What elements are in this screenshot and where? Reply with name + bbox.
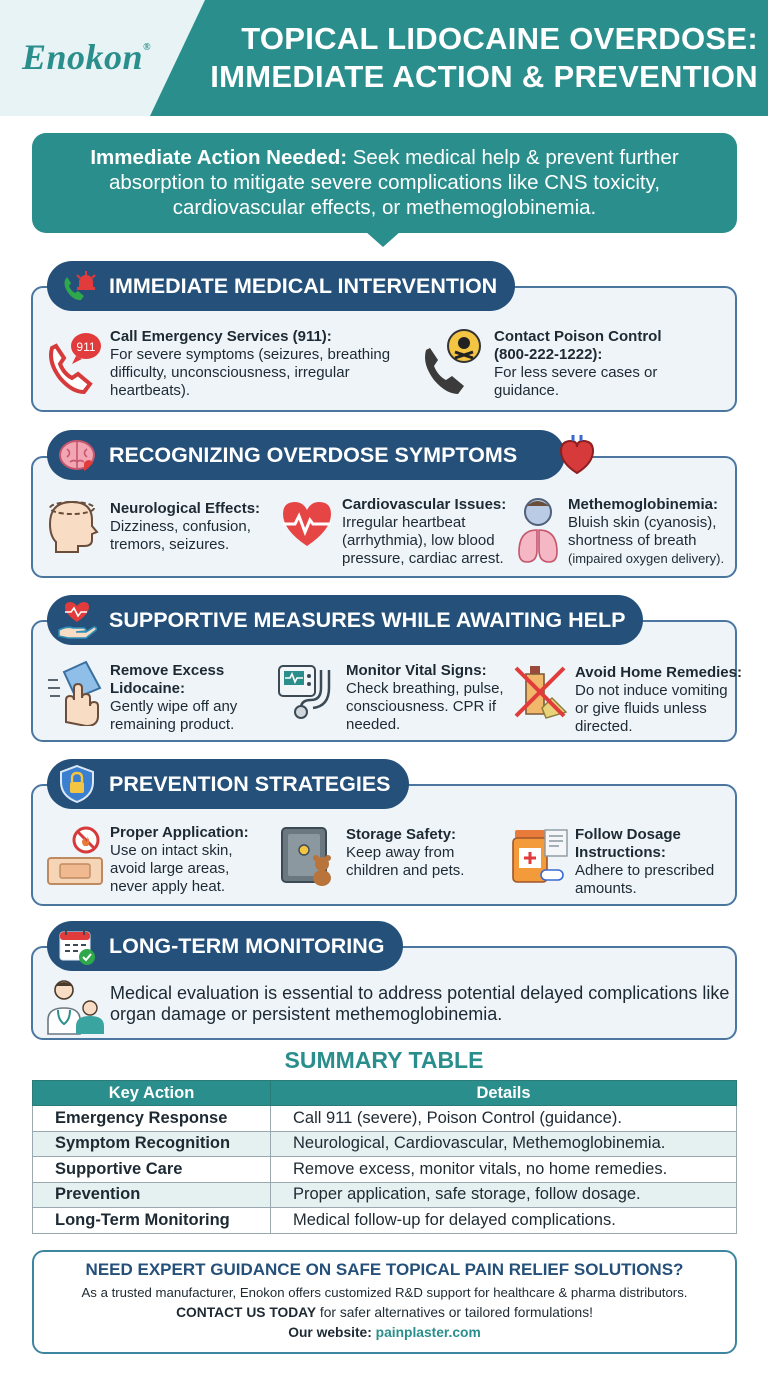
section-title-supportive: SUPPORTIVE MEASURES WHILE AWAITING HELP [47,595,643,645]
table-row [33,1106,737,1132]
item-text: Bluish skin (cyanosis), shortness of breath [568,514,717,549]
table-cell: Proper application, safe storage, follow dosage. [271,1182,737,1208]
table-cell: Emergency Response [33,1106,271,1132]
section-title-monitoring: LONG-TERM MONITORING [47,921,403,971]
item-text: For severe symptoms (seizures, breathing difficulty, unconsciousness, irregular heartbeats). [110,346,391,399]
monitoring-text: Medical evaluation is essential to address potential delayed complications like organ damage or persistent methemoglobinemia. [110,983,730,1024]
item-heading: Contact Poison Control (800-222-1222): [494,328,662,363]
table-cell: Long-Term Monitoring [33,1208,271,1234]
item-text: Adhere to prescribed amounts. [575,862,715,897]
item-text: Gently wipe off any remaining product. [110,698,238,733]
page-title [188,20,758,96]
title-line-1: TOPICAL LIDOCAINE OVERDOSE: [241,21,758,56]
website-link[interactable]: painplaster.com [375,1325,481,1340]
section-title-symptoms: RECOGNIZING OVERDOSE SYMPTOMS [47,430,565,480]
section-title-prevention: PREVENTION STRATEGIES [47,759,409,809]
item-heading: Monitor Vital Signs: [346,662,487,679]
title-line-2: IMMEDIATE ACTION & PREVENTION [210,59,758,94]
summary-title: SUMMARY TABLE [284,1047,484,1073]
cta-heading: NEED EXPERT GUIDANCE ON SAFE TOPICAL PAIN RELIEF SOLUTIONS? [85,1260,684,1279]
item-heading: Avoid Home Remedies: [575,664,742,681]
item-heading: Neurological Effects: [110,500,261,517]
doctor-patient-icon [46,978,104,1036]
wipe-hand-icon [46,660,104,726]
item-text: Use on intact skin, avoid large areas, never apply heat. [110,842,233,895]
contact-cta-box [32,1250,737,1354]
table-row [33,1131,737,1157]
phone-alarm-icon [57,266,97,306]
brain-icon [57,435,97,475]
item-heading: Call Emergency Services (911): [110,328,332,345]
item-heading: Storage Safety: [346,826,457,843]
cta-text: As a trusted manufacturer, Enokon offers customized R&D support for healthcare & pharma distributors. [81,1285,688,1300]
item-text: Dizziness, confusion, tremors, seizures. [110,518,251,553]
table-cell: Medical follow-up for delayed complications. [271,1208,737,1234]
item-text: Check breathing, pulse, consciousness. CPR if needed. [346,680,504,733]
table-header-row [33,1081,737,1106]
calendar-check-icon [57,926,97,966]
no-remedies-icon [512,664,568,722]
cta-contact-line: CONTACT US TODAY for safer alternatives or tailored formulations! [176,1305,593,1320]
monitor-stethoscope-icon [277,662,339,722]
callout-text: Seek medical help & prevent further absorption to mitigate severe complications like CNS toxicity, cardiovascular effects, or methemoglobinemia. [108,146,679,219]
column-header-details: Details [271,1081,737,1106]
table-cell: Prevention [33,1182,271,1208]
no-heat-patch-icon [46,826,104,890]
item-text: Keep away from children and pets. [346,844,465,879]
immediate-action-callout [32,133,737,233]
callout-pointer [365,231,401,247]
table-cell: Symptom Recognition [33,1131,271,1157]
item-heading: Follow Dosage Instructions: [575,826,681,861]
lungs-person-icon [515,494,561,568]
heartbeat-icon [279,496,335,552]
table-row [33,1208,737,1234]
safe-teddy-icon [280,826,340,888]
header-banner [0,0,768,116]
item-heading: Remove Excess Lidocaine: [110,662,225,697]
care-hand-heart-icon [57,600,97,640]
anatomical-heart-icon [555,433,599,477]
item-text: Do not induce vomiting or give fluids unless directed. [575,682,728,735]
summary-table [32,1080,737,1234]
item-text: For less severe cases or guidance. [494,364,658,399]
item-heading: Cardiovascular Issues: [342,496,507,513]
table-cell: Remove excess, monitor vitals, no home remedies. [271,1157,737,1183]
section-title-intervention: IMMEDIATE MEDICAL INTERVENTION [47,261,515,311]
phone-911-icon [46,326,102,396]
table-row [33,1182,737,1208]
table-row [33,1157,737,1183]
brand-logo[interactable]: Enokon® [22,37,152,77]
phone-poison-icon [422,328,484,394]
table-cell: Neurological, Cardiovascular, Methemoglobinemia. [271,1131,737,1157]
item-text: Irregular heartbeat (arrhythmia), low blood pressure, cardiac arrest. [342,514,504,567]
item-heading: Methemoglobinemia: [568,496,719,513]
dizzy-head-icon [46,492,100,556]
cta-website-line: Our website: painplaster.com [288,1325,481,1340]
table-cell: Supportive Care [33,1157,271,1183]
item-note: (impaired oxygen delivery). [568,551,725,566]
svg-text:911: 911 [76,340,96,354]
prescription-bottle-icon [511,826,569,888]
item-heading: Proper Application: [110,824,249,841]
column-header-key-action: Key Action [33,1081,271,1106]
callout-lead: Immediate Action Needed: [90,146,348,169]
table-cell: Call 911 (severe), Poison Control (guidance). [271,1106,737,1132]
shield-lock-icon [57,764,97,804]
